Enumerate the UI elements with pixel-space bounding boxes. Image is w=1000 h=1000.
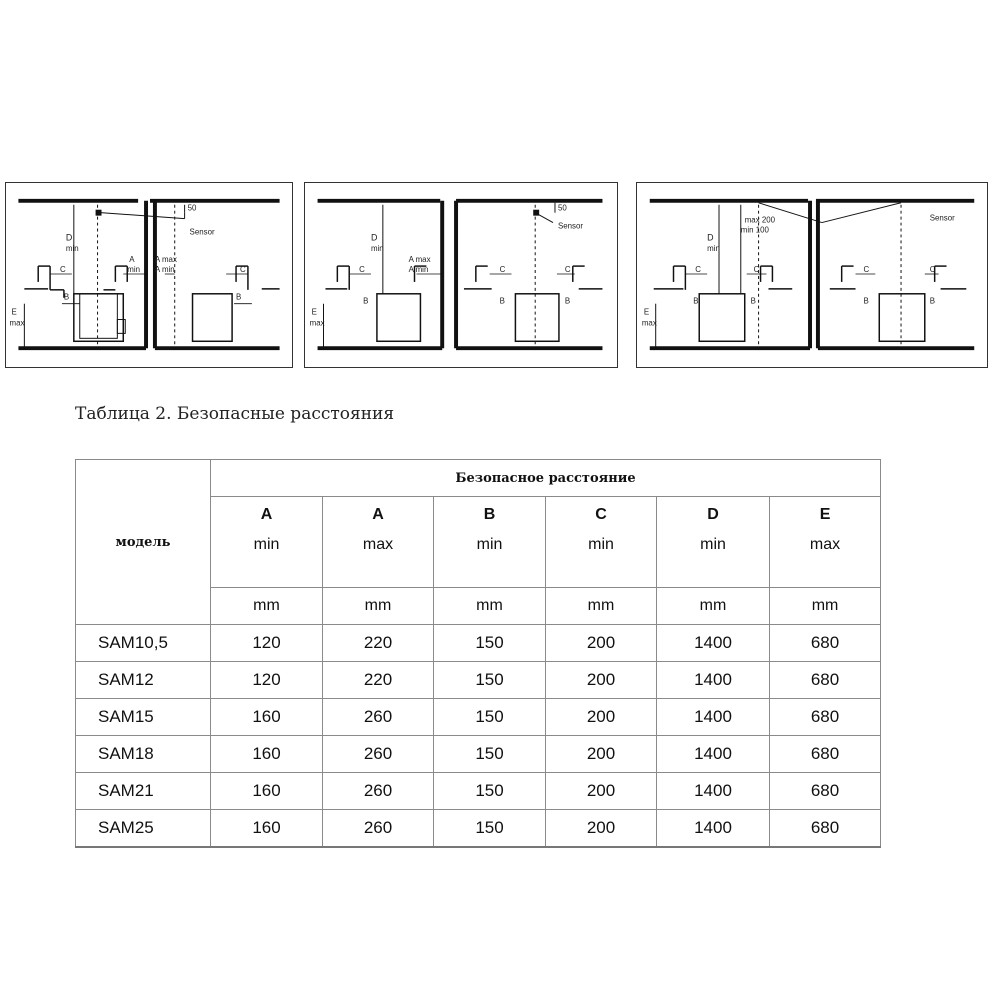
label-c-4: C (929, 265, 936, 275)
column-bound: min (253, 536, 280, 553)
label-c-2: C (753, 265, 760, 275)
label-a-min: A min (154, 265, 175, 275)
label-a-min: A min (408, 265, 429, 275)
table-row (76, 625, 881, 662)
value-cell: 1400 (657, 625, 770, 662)
column-unit: mm (657, 588, 770, 625)
value-cell: 150 (434, 810, 546, 848)
value-cell: 680 (770, 773, 881, 810)
label-d-sub: min (65, 244, 79, 254)
column-bound: min (588, 536, 614, 553)
value-cell: 120 (211, 662, 323, 699)
column-bound: max (362, 536, 394, 553)
column-letter: A (260, 506, 273, 523)
diagram-panel-1 (5, 182, 293, 368)
table-row (76, 773, 881, 810)
value-cell: 1400 (657, 699, 770, 736)
value-cell: 200 (546, 773, 657, 810)
label-c-left: C (359, 265, 365, 275)
column-unit: mm (323, 588, 434, 625)
value-cell: 1400 (657, 662, 770, 699)
label-c-right: C (240, 265, 246, 275)
column-letter: E (819, 506, 831, 523)
label-b-1: B (693, 296, 699, 306)
column-letter: A (372, 506, 384, 523)
column-header (770, 497, 881, 588)
column-unit: mm (546, 588, 657, 625)
model-cell: SAM15 (76, 699, 211, 736)
label-offset: 50 (187, 203, 197, 213)
column-bound: min (476, 536, 503, 553)
column-unit: mm (434, 588, 546, 625)
label-sensor: Sensor (189, 227, 215, 237)
value-cell: 160 (211, 773, 323, 810)
value-cell: 260 (323, 810, 434, 848)
column-unit: mm (211, 588, 323, 625)
value-cell: 150 (434, 625, 546, 662)
value-cell: 220 (323, 662, 434, 699)
value-cell: 150 (434, 773, 546, 810)
value-cell: 150 (434, 662, 546, 699)
column-header (546, 497, 657, 588)
group-header: Безопасное расстояние (211, 460, 881, 497)
value-cell: 680 (770, 699, 881, 736)
model-cell: SAM18 (76, 736, 211, 773)
column-bound: min (700, 536, 726, 553)
label-max-200: max 200 (744, 215, 776, 225)
table-row (76, 810, 881, 848)
value-cell: 220 (323, 625, 434, 662)
column-header (657, 497, 770, 588)
label-b-right: B (236, 292, 242, 302)
label-b-left: B (63, 292, 70, 302)
value-cell: 120 (211, 625, 323, 662)
column-header (323, 497, 434, 588)
table-caption: Таблица 2. Безопасные расстояния (75, 404, 395, 424)
label-d: D (370, 232, 378, 243)
value-cell: 200 (546, 736, 657, 773)
value-cell: 680 (770, 625, 881, 662)
label-e-sub: max (9, 318, 25, 328)
label-b-left: B (363, 296, 369, 306)
installation-diagram-2 (305, 183, 617, 367)
column-unit: mm (770, 588, 881, 625)
table-row (76, 662, 881, 699)
label-b-mid: B (499, 296, 505, 306)
label-b-right: B (564, 296, 571, 306)
value-cell: 1400 (657, 810, 770, 848)
table-header-row-1 (76, 460, 881, 497)
value-cell: 200 (546, 625, 657, 662)
value-cell: 680 (770, 662, 881, 699)
value-cell: 680 (770, 810, 881, 848)
value-cell: 200 (546, 662, 657, 699)
value-cell: 260 (323, 773, 434, 810)
value-cell: 200 (546, 810, 657, 848)
value-cell: 260 (323, 699, 434, 736)
label-e: E (311, 307, 317, 317)
label-c-left: C (59, 265, 66, 275)
label-a-max: A max (154, 255, 177, 265)
value-cell: 1400 (657, 736, 770, 773)
value-cell: 150 (434, 736, 546, 773)
value-cell: 150 (434, 699, 546, 736)
value-cell: 160 (211, 736, 323, 773)
column-letter: C (595, 506, 607, 523)
column-letter: D (707, 506, 719, 523)
label-e-sub: max (641, 318, 657, 328)
label-offset: 50 (557, 203, 567, 213)
label-sensor: Sensor (557, 221, 584, 231)
column-header (434, 497, 546, 588)
model-cell: SAM10,5 (76, 625, 211, 662)
label-b-2: B (750, 296, 756, 306)
label-b-4: B (929, 296, 936, 306)
diagram-panel-2 (304, 182, 618, 368)
label-a: A (129, 255, 135, 265)
value-cell: 260 (323, 736, 434, 773)
model-header: модель (76, 460, 211, 625)
installation-diagram-3 (637, 183, 987, 367)
value-cell: 200 (546, 699, 657, 736)
model-cell: SAM25 (76, 810, 211, 848)
table-row (76, 699, 881, 736)
value-cell: 160 (211, 810, 323, 848)
label-b-3: B (863, 296, 869, 306)
label-a-max: A max (408, 255, 431, 265)
installation-diagram-1 (6, 183, 292, 367)
label-c-mid: C (499, 265, 506, 275)
label-c-1: C (695, 265, 701, 275)
model-cell: SAM12 (76, 662, 211, 699)
label-c-right: C (564, 265, 571, 275)
table-row (76, 736, 881, 773)
label-sensor: Sensor (929, 213, 955, 223)
label-a-sub: min (127, 265, 140, 275)
column-header (211, 497, 323, 588)
value-cell: 680 (770, 736, 881, 773)
label-c-3: C (863, 265, 870, 275)
column-letter: B (483, 506, 496, 523)
diagram-panel-3 (636, 182, 988, 368)
label-d-sub: min (707, 244, 720, 254)
label-min-100: min 100 (740, 225, 769, 235)
label-d: D (707, 232, 714, 243)
value-cell: 160 (211, 699, 323, 736)
label-d-sub: min (370, 244, 384, 254)
model-cell: SAM21 (76, 773, 211, 810)
label-e-sub: max (309, 318, 325, 328)
column-bound: max (809, 536, 841, 553)
label-e: E (11, 307, 17, 317)
value-cell: 1400 (657, 773, 770, 810)
label-d: D (65, 232, 73, 243)
label-e: E (643, 307, 650, 317)
safe-distance-table (75, 459, 881, 848)
